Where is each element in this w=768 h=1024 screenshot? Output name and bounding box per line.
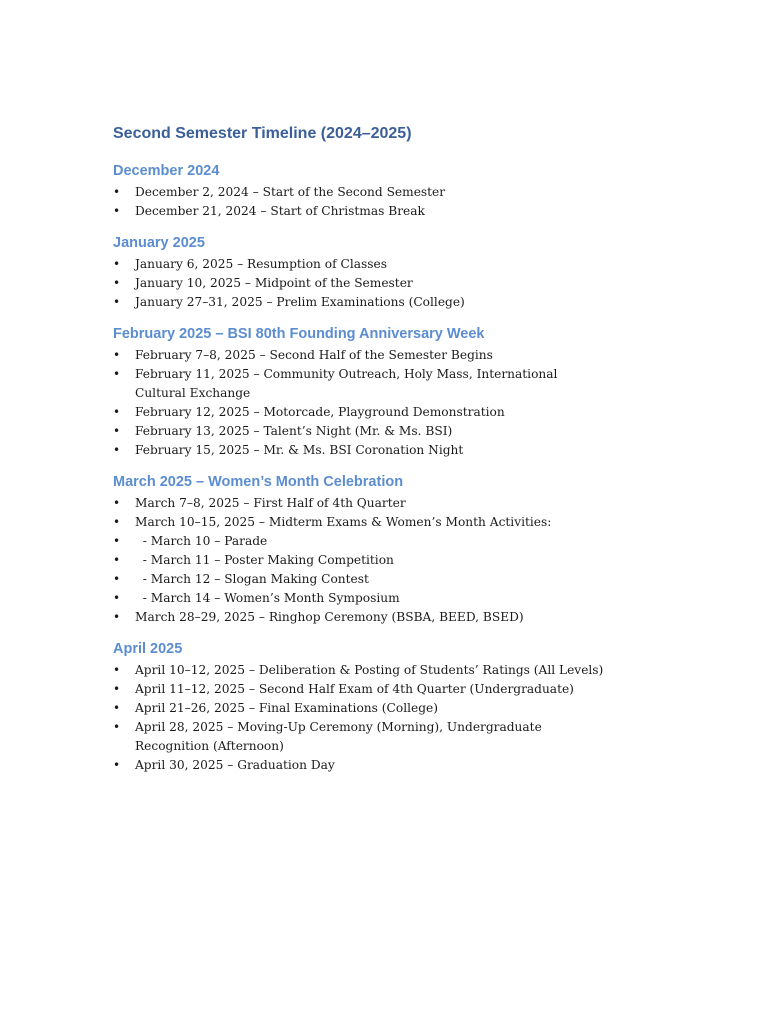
document-content bbox=[113, 124, 713, 788]
section-item-list bbox=[113, 183, 713, 221]
timeline-list-item bbox=[113, 699, 713, 718]
section-heading: April 2025 bbox=[113, 641, 183, 657]
bullet-icon: • bbox=[113, 257, 121, 271]
section-heading: March 2025 – Women’s Month Celebration bbox=[113, 474, 404, 490]
timeline-list-item bbox=[113, 589, 713, 608]
item-text: April 30, 2025 – Graduation Day bbox=[135, 758, 335, 772]
item-text: February 12, 2025 – Motorcade, Playground Demonstration bbox=[135, 405, 505, 419]
bullet-icon: • bbox=[113, 204, 121, 218]
bullet-icon: • bbox=[113, 515, 121, 529]
item-text: March 7–8, 2025 – First Half of 4th Quarter bbox=[135, 496, 406, 510]
item-text: April 28, 2025 – Moving-Up Ceremony (Morning), Undergraduate Recognition (Afternoon) bbox=[135, 720, 542, 753]
bullet-icon: • bbox=[113, 663, 121, 677]
section-heading: February 2025 – BSI 80th Founding Anniversary Week bbox=[113, 326, 485, 342]
bullet-icon: • bbox=[113, 682, 121, 696]
item-text: January 6, 2025 – Resumption of Classes bbox=[135, 257, 387, 271]
timeline-list-item bbox=[113, 532, 713, 551]
timeline-list-item bbox=[113, 494, 713, 513]
bullet-icon: • bbox=[113, 591, 121, 605]
timeline-list-item bbox=[113, 718, 605, 756]
timeline-list-item bbox=[113, 661, 713, 680]
bullet-icon: • bbox=[113, 348, 121, 362]
item-text: - March 12 – Slogan Making Contest bbox=[135, 572, 369, 586]
timeline-list-item bbox=[113, 551, 713, 570]
item-text: April 10–12, 2025 – Deliberation & Posting of Students’ Ratings (All Levels) bbox=[135, 663, 604, 677]
section-item-list bbox=[113, 346, 713, 460]
item-text: - March 11 – Poster Making Competition bbox=[135, 553, 394, 567]
item-text: February 13, 2025 – Talent’s Night (Mr. & Ms. BSI) bbox=[135, 424, 453, 438]
bullet-icon: • bbox=[113, 367, 121, 381]
item-text: - March 14 – Women’s Month Symposium bbox=[135, 591, 400, 605]
timeline-list-item bbox=[113, 608, 713, 627]
bullet-icon: • bbox=[113, 701, 121, 715]
timeline-list-item bbox=[113, 274, 713, 293]
bullet-icon: • bbox=[113, 572, 121, 586]
item-text: March 28–29, 2025 – Ringhop Ceremony (BSBA, BEED, BSED) bbox=[135, 610, 524, 624]
timeline-list-item bbox=[113, 513, 713, 532]
item-text: February 7–8, 2025 – Second Half of the Semester Begins bbox=[135, 348, 493, 362]
item-text: February 15, 2025 – Mr. & Ms. BSI Coronation Night bbox=[135, 443, 464, 457]
timeline-list-item bbox=[113, 756, 713, 775]
item-text: March 10–15, 2025 – Midterm Exams & Women’s Month Activities: bbox=[135, 515, 552, 529]
timeline-list-item bbox=[113, 183, 713, 202]
section-heading: January 2025 bbox=[113, 235, 205, 251]
section-heading: December 2024 bbox=[113, 163, 220, 179]
bullet-icon: • bbox=[113, 553, 121, 567]
bullet-icon: • bbox=[113, 758, 121, 772]
bullet-icon: • bbox=[113, 610, 121, 624]
timeline-list-item bbox=[113, 346, 713, 365]
bullet-icon: • bbox=[113, 534, 121, 548]
item-text: January 27–31, 2025 – Prelim Examinations (College) bbox=[135, 295, 465, 309]
section-item-list bbox=[113, 255, 713, 312]
timeline-list-item bbox=[113, 680, 713, 699]
item-text: December 21, 2024 – Start of Christmas Break bbox=[135, 204, 425, 218]
document-title: Second Semester Timeline (2024–2025) bbox=[113, 125, 412, 142]
timeline-list-item bbox=[113, 570, 713, 589]
bullet-icon: • bbox=[113, 405, 121, 419]
timeline-list-item bbox=[113, 293, 713, 312]
timeline-list-item bbox=[113, 202, 713, 221]
section-item-list bbox=[113, 494, 713, 627]
item-text: February 11, 2025 – Community Outreach, Holy Mass, International Cultural Exchange bbox=[135, 367, 558, 400]
bullet-icon: • bbox=[113, 496, 121, 510]
bullet-icon: • bbox=[113, 424, 121, 438]
item-text: April 11–12, 2025 – Second Half Exam of 4th Quarter (Undergraduate) bbox=[135, 682, 574, 696]
timeline-list-item bbox=[113, 365, 605, 403]
timeline-list-item bbox=[113, 441, 713, 460]
bullet-icon: • bbox=[113, 185, 121, 199]
timeline-list-item bbox=[113, 403, 713, 422]
bullet-icon: • bbox=[113, 295, 121, 309]
item-text: April 21–26, 2025 – Final Examinations (College) bbox=[135, 701, 438, 715]
timeline-sections bbox=[113, 162, 713, 775]
bullet-icon: • bbox=[113, 276, 121, 290]
item-text: - March 10 – Parade bbox=[135, 534, 268, 548]
bullet-icon: • bbox=[113, 720, 121, 734]
item-text: January 10, 2025 – Midpoint of the Semester bbox=[135, 276, 413, 290]
section-item-list bbox=[113, 661, 713, 775]
item-text: December 2, 2024 – Start of the Second Semester bbox=[135, 185, 446, 199]
timeline-list-item bbox=[113, 255, 713, 274]
bullet-icon: • bbox=[113, 443, 121, 457]
timeline-list-item bbox=[113, 422, 713, 441]
